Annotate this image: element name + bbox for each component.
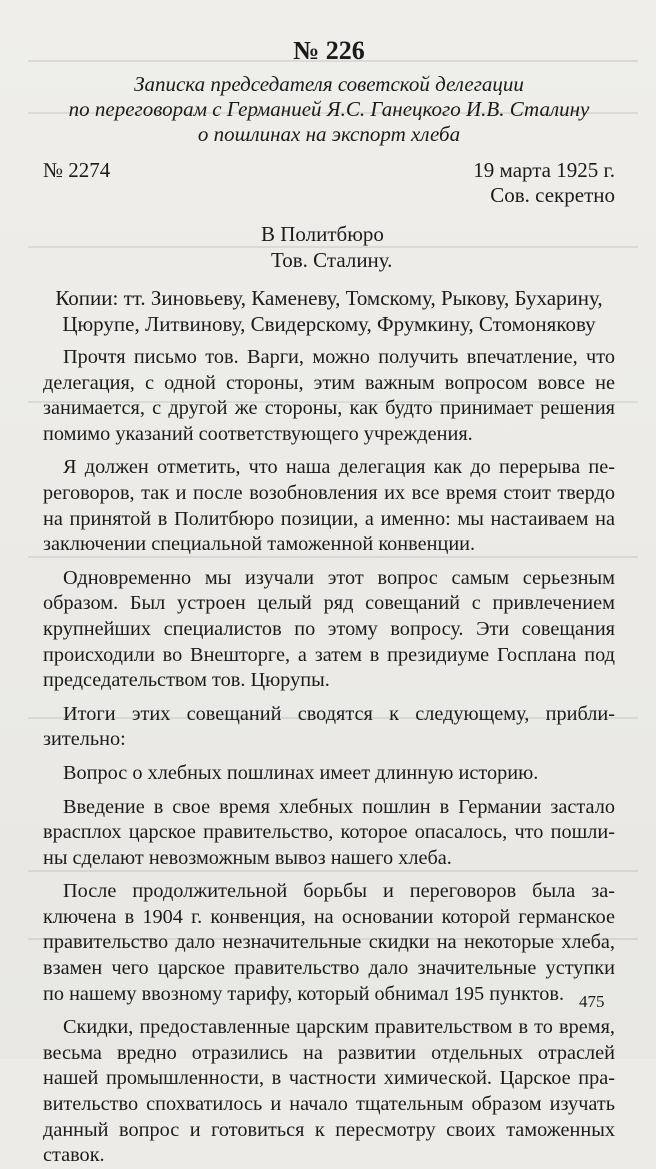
addressee-line: В Политбюро (261, 222, 384, 246)
copies-line: Цюрупе, Литвинову, Свидерскому, Фрумкину, Стомонякову (62, 312, 596, 336)
title-line: о пошлинах на экспорт хлеба (197, 122, 461, 146)
paragraph: Введение в свое время хлебных пошлин в Германии застало врасплох царское правительство, которое опасалось, что пошлины сделают невозможным вывоз нашего хлеба. (43, 795, 615, 869)
outgoing-number: № 2274 (43, 158, 111, 182)
document-date: 19 марта 1925 г. (473, 158, 615, 182)
document-title (43, 72, 615, 147)
copies-list (43, 285, 615, 337)
paragraph: Итоги этих совещаний сводятся к следующему, приблизительно: (43, 702, 615, 751)
secrecy-stamp: Сов. секретно (490, 183, 615, 207)
copies-line: Копии: тт. Зиновьеву, Каменеву, Томскому, Рыкову, Бухарину, (55, 286, 603, 310)
registration-row (43, 158, 615, 183)
page-number: 475 (579, 992, 605, 1011)
paragraph: Одновременно мы изучали этот вопрос самым серьезным образом. Был устроен целый ряд совещаний с привлечением крупнейших специалистов по этому вопросу. Эти совещания происходили во Внешторге, а затем в президиуме Госплана под председательством тов. Цюрупы. (43, 566, 615, 692)
paragraph: После продолжительной борьбы и переговоров была заключена в 1904 г. конвенция, на основании которой германское правительство дало незначительные скидки на некоторые хлеба, взамен чего царское правительство дало значительные уступки по нашему ввозному тарифу, который обнимал 195 пунктов. (43, 880, 615, 1005)
paragraph: Я должен отметить, что наша делегация как до перерыва переговоров, так и после возобновления их все время стоит твердо на принятой в Политбюро позиции, а именно: мы настаиваем на заключении специальной таможенной конвенции. (43, 456, 615, 556)
addressee-block (43, 221, 615, 273)
paragraph: Прочтя письмо тов. Варги, можно получить впечатление, что делегация, с одной стороны, этим важным вопросом вовсе не занимается, с другой же стороны, как будто принимает решения помимо указаний соответствующего учреждения. (43, 346, 615, 445)
title-line: Записка председателя советской делегации (134, 72, 524, 96)
paragraph: Скидки, предоставленные царским правительством в то время, весьма вредно отразились на развитии отдельных отраслей нашей промышленности, в частности химической. Царское правительство спохватилось и начало тщательным образом изучать данный вопрос и готовиться к пересмотру своих таможенных ставок. (43, 1016, 615, 1167)
document-body (43, 36, 615, 1169)
paragraph: Вопрос о хлебных пошлинах имеет длинную историю. (63, 761, 539, 784)
document-number: № 226 (293, 36, 365, 65)
addressee-line: Тов. Сталину. (271, 248, 393, 272)
title-line: по переговорам с Германией Я.С. Ганецкого И.В. Сталину (68, 97, 590, 121)
